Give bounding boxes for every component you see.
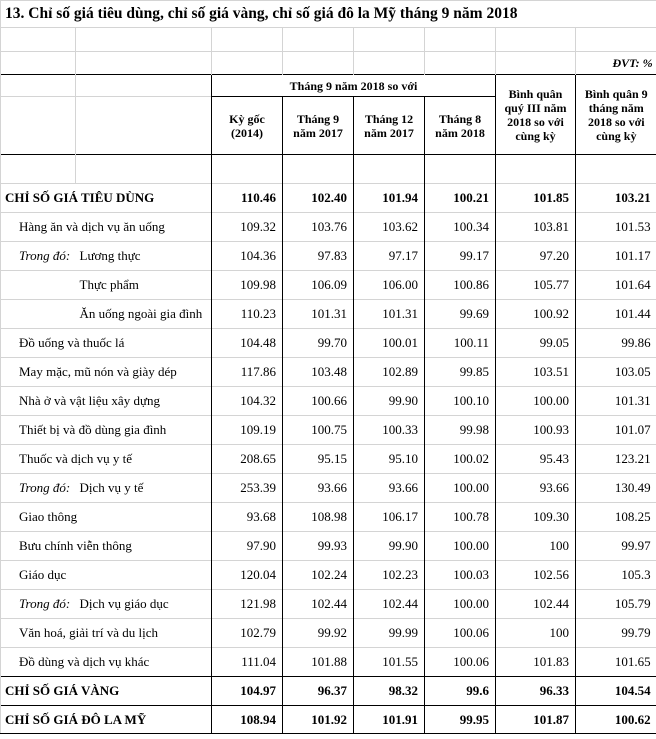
value-cell: 96.37: [283, 677, 354, 706]
table-row: [1, 416, 656, 445]
value-cell: 100.86: [425, 271, 496, 300]
value-cell: 101.07: [576, 416, 656, 445]
value-cell: 105.79: [576, 590, 656, 619]
value-cell: 99.90: [354, 532, 425, 561]
value-cell: 99.70: [283, 329, 354, 358]
table-row: [1, 619, 656, 648]
table-row: [1, 213, 656, 242]
value-cell: 101.92: [283, 706, 354, 734]
value-cell: 101.31: [576, 387, 656, 416]
value-cell: 208.65: [212, 445, 283, 474]
row-label: May mặc, mũ nón và giày dép: [1, 358, 212, 387]
value-cell: 102.56: [496, 561, 576, 590]
value-cell: 104.48: [212, 329, 283, 358]
value-cell: 93.68: [212, 503, 283, 532]
value-cell: 101.44: [576, 300, 656, 329]
value-cell: 93.66: [496, 474, 576, 503]
value-cell: 100.92: [496, 300, 576, 329]
value-cell: 100.01: [354, 329, 425, 358]
value-cell: 101.85: [496, 184, 576, 213]
row-label: CHỈ SỐ GIÁ TIÊU DÙNG: [1, 184, 212, 213]
row-label: CHỈ SỐ GIÁ ĐÔ LA MỸ: [1, 706, 212, 734]
value-cell: 97.90: [212, 532, 283, 561]
value-cell: 120.04: [212, 561, 283, 590]
header-col-4: Tháng 8 năm 2018: [425, 97, 496, 155]
header-col-5: Bình quân quý III năm 2018 so với cùng kỳ: [496, 75, 576, 155]
value-cell: 93.66: [283, 474, 354, 503]
value-cell: 102.24: [283, 561, 354, 590]
value-cell: 96.33: [496, 677, 576, 706]
value-cell: 109.30: [496, 503, 576, 532]
value-cell: 100.93: [496, 416, 576, 445]
value-cell: 253.39: [212, 474, 283, 503]
table-row: [1, 184, 656, 213]
table-row: [1, 300, 656, 329]
table-row: [1, 329, 656, 358]
value-cell: 99.93: [283, 532, 354, 561]
value-cell: 100.11: [425, 329, 496, 358]
table-row: [1, 358, 656, 387]
value-cell: 100.00: [425, 474, 496, 503]
table-row: [1, 532, 656, 561]
table-row: [1, 677, 656, 706]
value-cell: 99.79: [576, 619, 656, 648]
value-cell: 103.51: [496, 358, 576, 387]
value-cell: 104.32: [212, 387, 283, 416]
value-cell: 99.99: [354, 619, 425, 648]
value-cell: 100.62: [576, 706, 656, 734]
row-label: Dịch vụ y tế: [76, 474, 212, 503]
row-label: Đồ dùng và dịch vụ khác: [1, 648, 212, 677]
value-cell: 103.48: [283, 358, 354, 387]
value-cell: 100.00: [425, 532, 496, 561]
value-cell: 98.32: [354, 677, 425, 706]
value-cell: 121.98: [212, 590, 283, 619]
value-cell: 100.66: [283, 387, 354, 416]
value-cell: 106.17: [354, 503, 425, 532]
row-label: Văn hoá, giải trí và du lịch: [1, 619, 212, 648]
value-cell: 103.76: [283, 213, 354, 242]
value-cell: 97.17: [354, 242, 425, 271]
value-cell: 99.17: [425, 242, 496, 271]
row-label: Hàng ăn và dịch vụ ăn uống: [1, 213, 212, 242]
value-cell: 110.23: [212, 300, 283, 329]
value-cell: 100.21: [425, 184, 496, 213]
table-row: [1, 706, 656, 734]
value-cell: 102.40: [283, 184, 354, 213]
value-cell: 95.15: [283, 445, 354, 474]
value-cell: 100.33: [354, 416, 425, 445]
value-cell: 102.89: [354, 358, 425, 387]
row-label: Đồ uống và thuốc lá: [1, 329, 212, 358]
value-cell: 103.21: [576, 184, 656, 213]
value-cell: 103.62: [354, 213, 425, 242]
header-col-6: Bình quân 9 tháng năm 2018 so với cùng kỳ: [576, 75, 656, 155]
row-prefix: Trong đó:: [1, 242, 76, 271]
row-label: Ăn uống ngoài gia đình: [76, 300, 212, 329]
value-cell: 99.90: [354, 387, 425, 416]
value-cell: 101.91: [354, 706, 425, 734]
value-cell: 100.03: [425, 561, 496, 590]
value-cell: 99.69: [425, 300, 496, 329]
row-label: Giao thông: [1, 503, 212, 532]
row-label: Bưu chính viễn thông: [1, 532, 212, 561]
value-cell: 101.53: [576, 213, 656, 242]
value-cell: 100.10: [425, 387, 496, 416]
row-label: Dịch vụ giáo dục: [76, 590, 212, 619]
header-col-3: Tháng 12 năm 2017: [354, 97, 425, 155]
table-row: [1, 445, 656, 474]
value-cell: 99.05: [496, 329, 576, 358]
value-cell: 123.21: [576, 445, 656, 474]
value-cell: 99.85: [425, 358, 496, 387]
value-cell: 101.88: [283, 648, 354, 677]
value-cell: 109.19: [212, 416, 283, 445]
value-cell: 100: [496, 619, 576, 648]
value-cell: 101.87: [496, 706, 576, 734]
value-cell: 109.32: [212, 213, 283, 242]
value-cell: 105.3: [576, 561, 656, 590]
value-cell: 101.31: [354, 300, 425, 329]
row-label: Thực phẩm: [76, 271, 212, 300]
row-label: Thiết bị và đồ dùng gia đình: [1, 416, 212, 445]
value-cell: 101.64: [576, 271, 656, 300]
value-cell: 101.94: [354, 184, 425, 213]
value-cell: 100.34: [425, 213, 496, 242]
value-cell: 95.43: [496, 445, 576, 474]
value-cell: 106.09: [283, 271, 354, 300]
value-cell: 95.10: [354, 445, 425, 474]
group-header: Tháng 9 năm 2018 so với: [212, 75, 496, 97]
value-cell: 102.44: [354, 590, 425, 619]
row-prefix: Trong đó:: [1, 590, 76, 619]
value-cell: 101.83: [496, 648, 576, 677]
value-cell: 104.97: [212, 677, 283, 706]
value-cell: 97.83: [283, 242, 354, 271]
value-cell: 99.6: [425, 677, 496, 706]
value-cell: 111.04: [212, 648, 283, 677]
value-cell: 101.65: [576, 648, 656, 677]
value-cell: 97.20: [496, 242, 576, 271]
value-cell: 99.92: [283, 619, 354, 648]
header-col-1: Kỳ gốc (2014): [212, 97, 283, 155]
row-label: Lương thực: [76, 242, 212, 271]
value-cell: 104.54: [576, 677, 656, 706]
header-col-2: Tháng 9 năm 2017: [283, 97, 354, 155]
row-label: Nhà ở và vật liệu xây dựng: [1, 387, 212, 416]
value-cell: 93.66: [354, 474, 425, 503]
value-cell: 100: [496, 532, 576, 561]
value-cell: 99.98: [425, 416, 496, 445]
value-cell: 109.98: [212, 271, 283, 300]
table-row: [1, 242, 656, 271]
table-row: [1, 590, 656, 619]
value-cell: 100.02: [425, 445, 496, 474]
value-cell: 108.25: [576, 503, 656, 532]
row-label: CHỈ SỐ GIÁ VÀNG: [1, 677, 212, 706]
table-row: [1, 648, 656, 677]
value-cell: 110.46: [212, 184, 283, 213]
table-row: [1, 474, 656, 503]
value-cell: 103.05: [576, 358, 656, 387]
value-cell: 99.86: [576, 329, 656, 358]
unit-label: ĐVT: %: [576, 52, 656, 75]
value-cell: 100.78: [425, 503, 496, 532]
table-row: [1, 503, 656, 532]
value-cell: 105.77: [496, 271, 576, 300]
value-cell: 102.44: [496, 590, 576, 619]
table-row: [1, 271, 656, 300]
value-cell: 102.44: [283, 590, 354, 619]
value-cell: 117.86: [212, 358, 283, 387]
value-cell: 102.79: [212, 619, 283, 648]
value-cell: 102.23: [354, 561, 425, 590]
value-cell: 101.55: [354, 648, 425, 677]
value-cell: 108.94: [212, 706, 283, 734]
value-cell: 103.81: [496, 213, 576, 242]
value-cell: 100.00: [496, 387, 576, 416]
value-cell: 100.06: [425, 619, 496, 648]
table-title: 13. Chỉ số giá tiêu dùng, chỉ số giá vàng, chỉ số giá đô la Mỹ tháng 9 năm 2018: [1, 1, 656, 28]
value-cell: 101.17: [576, 242, 656, 271]
value-cell: 100.00: [425, 590, 496, 619]
row-label: Thuốc và dịch vụ y tế: [1, 445, 212, 474]
value-cell: 130.49: [576, 474, 656, 503]
value-cell: 104.36: [212, 242, 283, 271]
value-cell: 108.98: [283, 503, 354, 532]
row-prefix: Trong đó:: [1, 474, 76, 503]
row-label: Giáo dục: [1, 561, 212, 590]
value-cell: 101.31: [283, 300, 354, 329]
value-cell: 100.06: [425, 648, 496, 677]
table-row: [1, 561, 656, 590]
value-cell: 99.95: [425, 706, 496, 734]
value-cell: 100.75: [283, 416, 354, 445]
table-row: [1, 387, 656, 416]
value-cell: 99.97: [576, 532, 656, 561]
value-cell: 106.00: [354, 271, 425, 300]
